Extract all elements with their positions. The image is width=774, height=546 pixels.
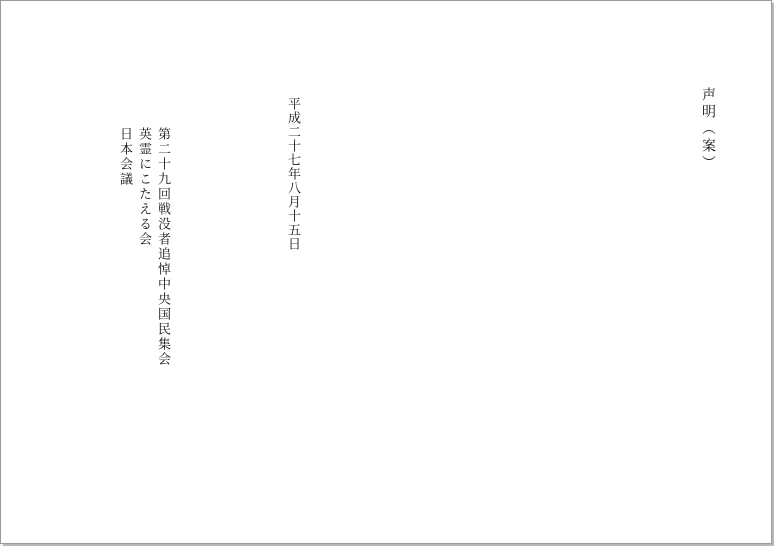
signature-line: 第二十九回戦没者追悼中央国民集会 — [155, 127, 170, 367]
document-date: 平成二十七年八月十五日 — [285, 97, 300, 251]
signature-line: 英霊にこたえる会 — [136, 127, 151, 247]
signature-line: 日本会議 — [117, 127, 132, 187]
document-title: 声明（案） — [700, 87, 716, 172]
signature-block — [59, 127, 169, 517]
